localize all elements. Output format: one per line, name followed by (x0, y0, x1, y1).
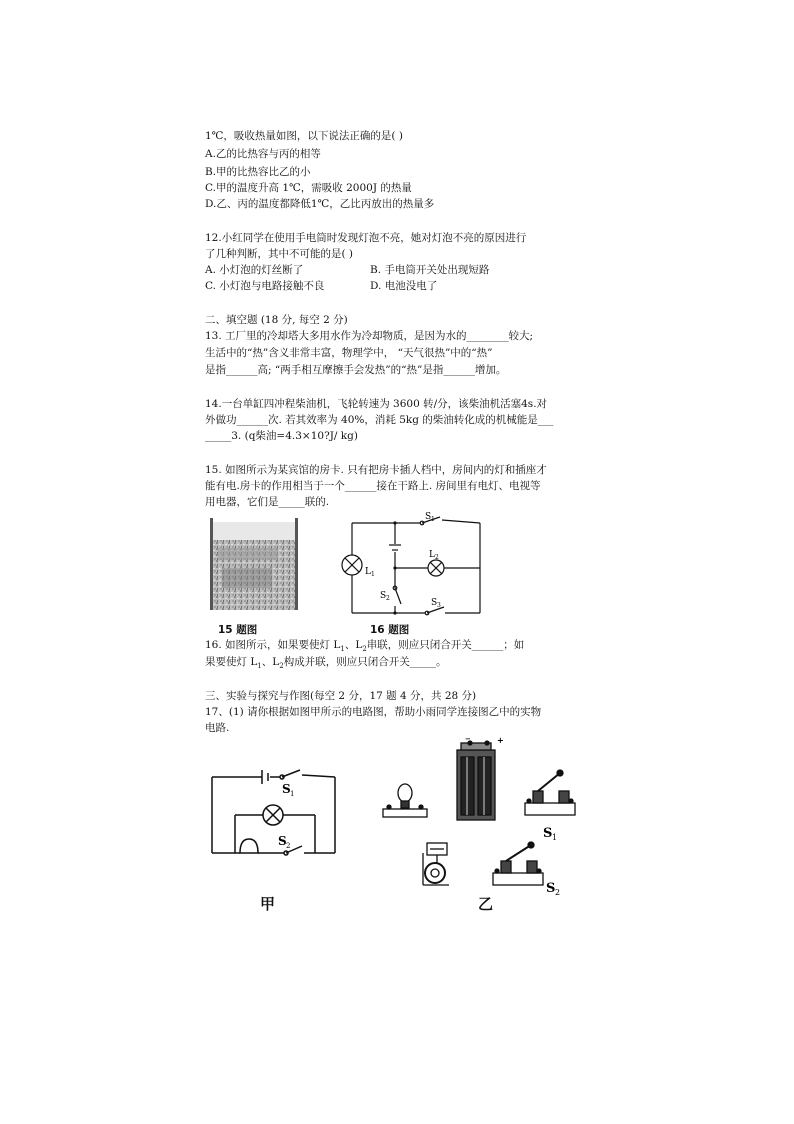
fig17a-caption: 甲 (260, 895, 276, 913)
fig15-caption: 15 题图 (218, 624, 258, 636)
fig17a-s2-label: S (278, 834, 287, 848)
q11-option-d: D.乙、丙的温度都降低1℃，乙比丙放出的热量多 (205, 198, 435, 210)
q17-line1: 17、(1) 请你根据如图甲所示的电路图，帮助小雨同学连接图乙中的实物 (205, 706, 542, 718)
q13-line2: 生活中的“热”含义非常丰富，物理学中， “天气很热”中的“热” (205, 347, 493, 359)
svg-text:+: + (497, 735, 504, 745)
section3-title: 三、实验与探究与作图(每空 2 分，17 题 4 分，共 28 分) (205, 690, 477, 702)
fig17a-s2-sub: 2 (286, 842, 291, 850)
q12-stem-line2: 了几种判断，其中不可能的是( ) (205, 248, 354, 260)
fig17b-s2-label: S (546, 881, 556, 896)
bulb-component (383, 784, 427, 817)
fig16-l2-sub: 2 (435, 554, 439, 561)
q16-line2: 果要使灯 $L_1$、$L_2$构成并联，则应只闭合开关_____。 (205, 656, 447, 671)
fig16-s2-label: S (380, 591, 387, 601)
fig17b-s2-sub: 2 (555, 888, 561, 897)
q16-line1: 16. 如图所示，如果要使灯 $L_1$、$L_2$串联，则应只闭合开关______；如 (205, 639, 525, 654)
q12-option-c: C. 小灯泡与电路接触不良 (205, 280, 325, 292)
fig16-circuit-diagram (340, 508, 490, 628)
q11-option-b: B.甲的比热容比乙的小 (205, 166, 311, 178)
q12-option-b: B. 手电筒开关处出现短路 (370, 264, 490, 276)
fig16-s1-label: S (425, 512, 432, 522)
section2-title: 二、填空题 (18 分, 每空 2 分) (205, 314, 348, 326)
fig16-s1-sub: 1 (431, 516, 435, 523)
fig17a-s1-label: S (282, 782, 291, 796)
q13-line1: 13. 工厂里的冷却塔大多用水作为冷却物质，是因为水的________较大; (205, 330, 534, 342)
q15-line2: 能有电.房卡的作用相当于一个______接在干路上. 房间里有电灯、电视等 (205, 480, 541, 492)
svg-text:−: − (465, 734, 471, 743)
fig16-s2-sub: 2 (386, 595, 390, 602)
q11-option-c: C.甲的温度升高 1℃，需吸收 2000J 的热量 (205, 182, 412, 194)
q15-line1: 15. 如图所示为某宾馆的房卡. 只有把房卡插人档中，房间内的灯和插座才 (205, 464, 547, 476)
fig17b-s1-sub: 1 (552, 833, 558, 842)
q17-line2: 电路. (205, 722, 230, 734)
q15-line3: 用电器，它们是_____联的. (205, 496, 330, 508)
q14-line3: _____3. (q柴油=4.3×10?J/ kg) (205, 430, 358, 442)
bell-component (423, 843, 449, 885)
fig16-s3-label: S (431, 598, 438, 608)
fig16-caption: 16 题图 (370, 624, 410, 636)
q14-line2: 外做功______次. 若其效率为 40%，消耗 5kg 的柴油转化成的机械能是___ (205, 414, 554, 426)
q11-option-a: A.乙的比热容与丙的相等 (205, 148, 321, 160)
q14-line1: 14.一台单缸四冲程柴油机，飞轮转速为 3600 转/分，该柴油机活塞4s.对 (205, 398, 548, 410)
battery-component (457, 741, 495, 820)
fig17a-s1-sub: 1 (290, 790, 295, 798)
fig16-l1-label: L (365, 567, 371, 577)
q12-option-d: D. 电池没电了 (370, 280, 438, 292)
fig17a-schematic (210, 765, 340, 870)
q11-stem: 1℃，吸收热量如图，以下说法正确的是( ) (205, 130, 403, 142)
fig17b-caption: 乙 (478, 895, 494, 913)
fig16-l1-sub: 1 (371, 571, 375, 578)
fig16-l2-label: L (429, 550, 435, 560)
q12-stem-line1: 12.小红同学在使用手电筒时发现灯泡不亮，她对灯泡不亮的原因进行 (205, 232, 527, 244)
fig16-s3-sub: 3 (437, 602, 441, 609)
q12-option-a: A. 小灯泡的灯丝断了 (205, 264, 304, 276)
switch-s2-component (493, 842, 543, 885)
switch-s1-component (525, 770, 575, 815)
fig17b-s1-label: S (543, 826, 553, 841)
q13-line3: 是指______高; “两手相互摩擦手会发热”的“热”是指______增加。 (205, 364, 507, 376)
fig15-room-card-photo (210, 518, 310, 618)
fig17b-components (375, 735, 590, 900)
